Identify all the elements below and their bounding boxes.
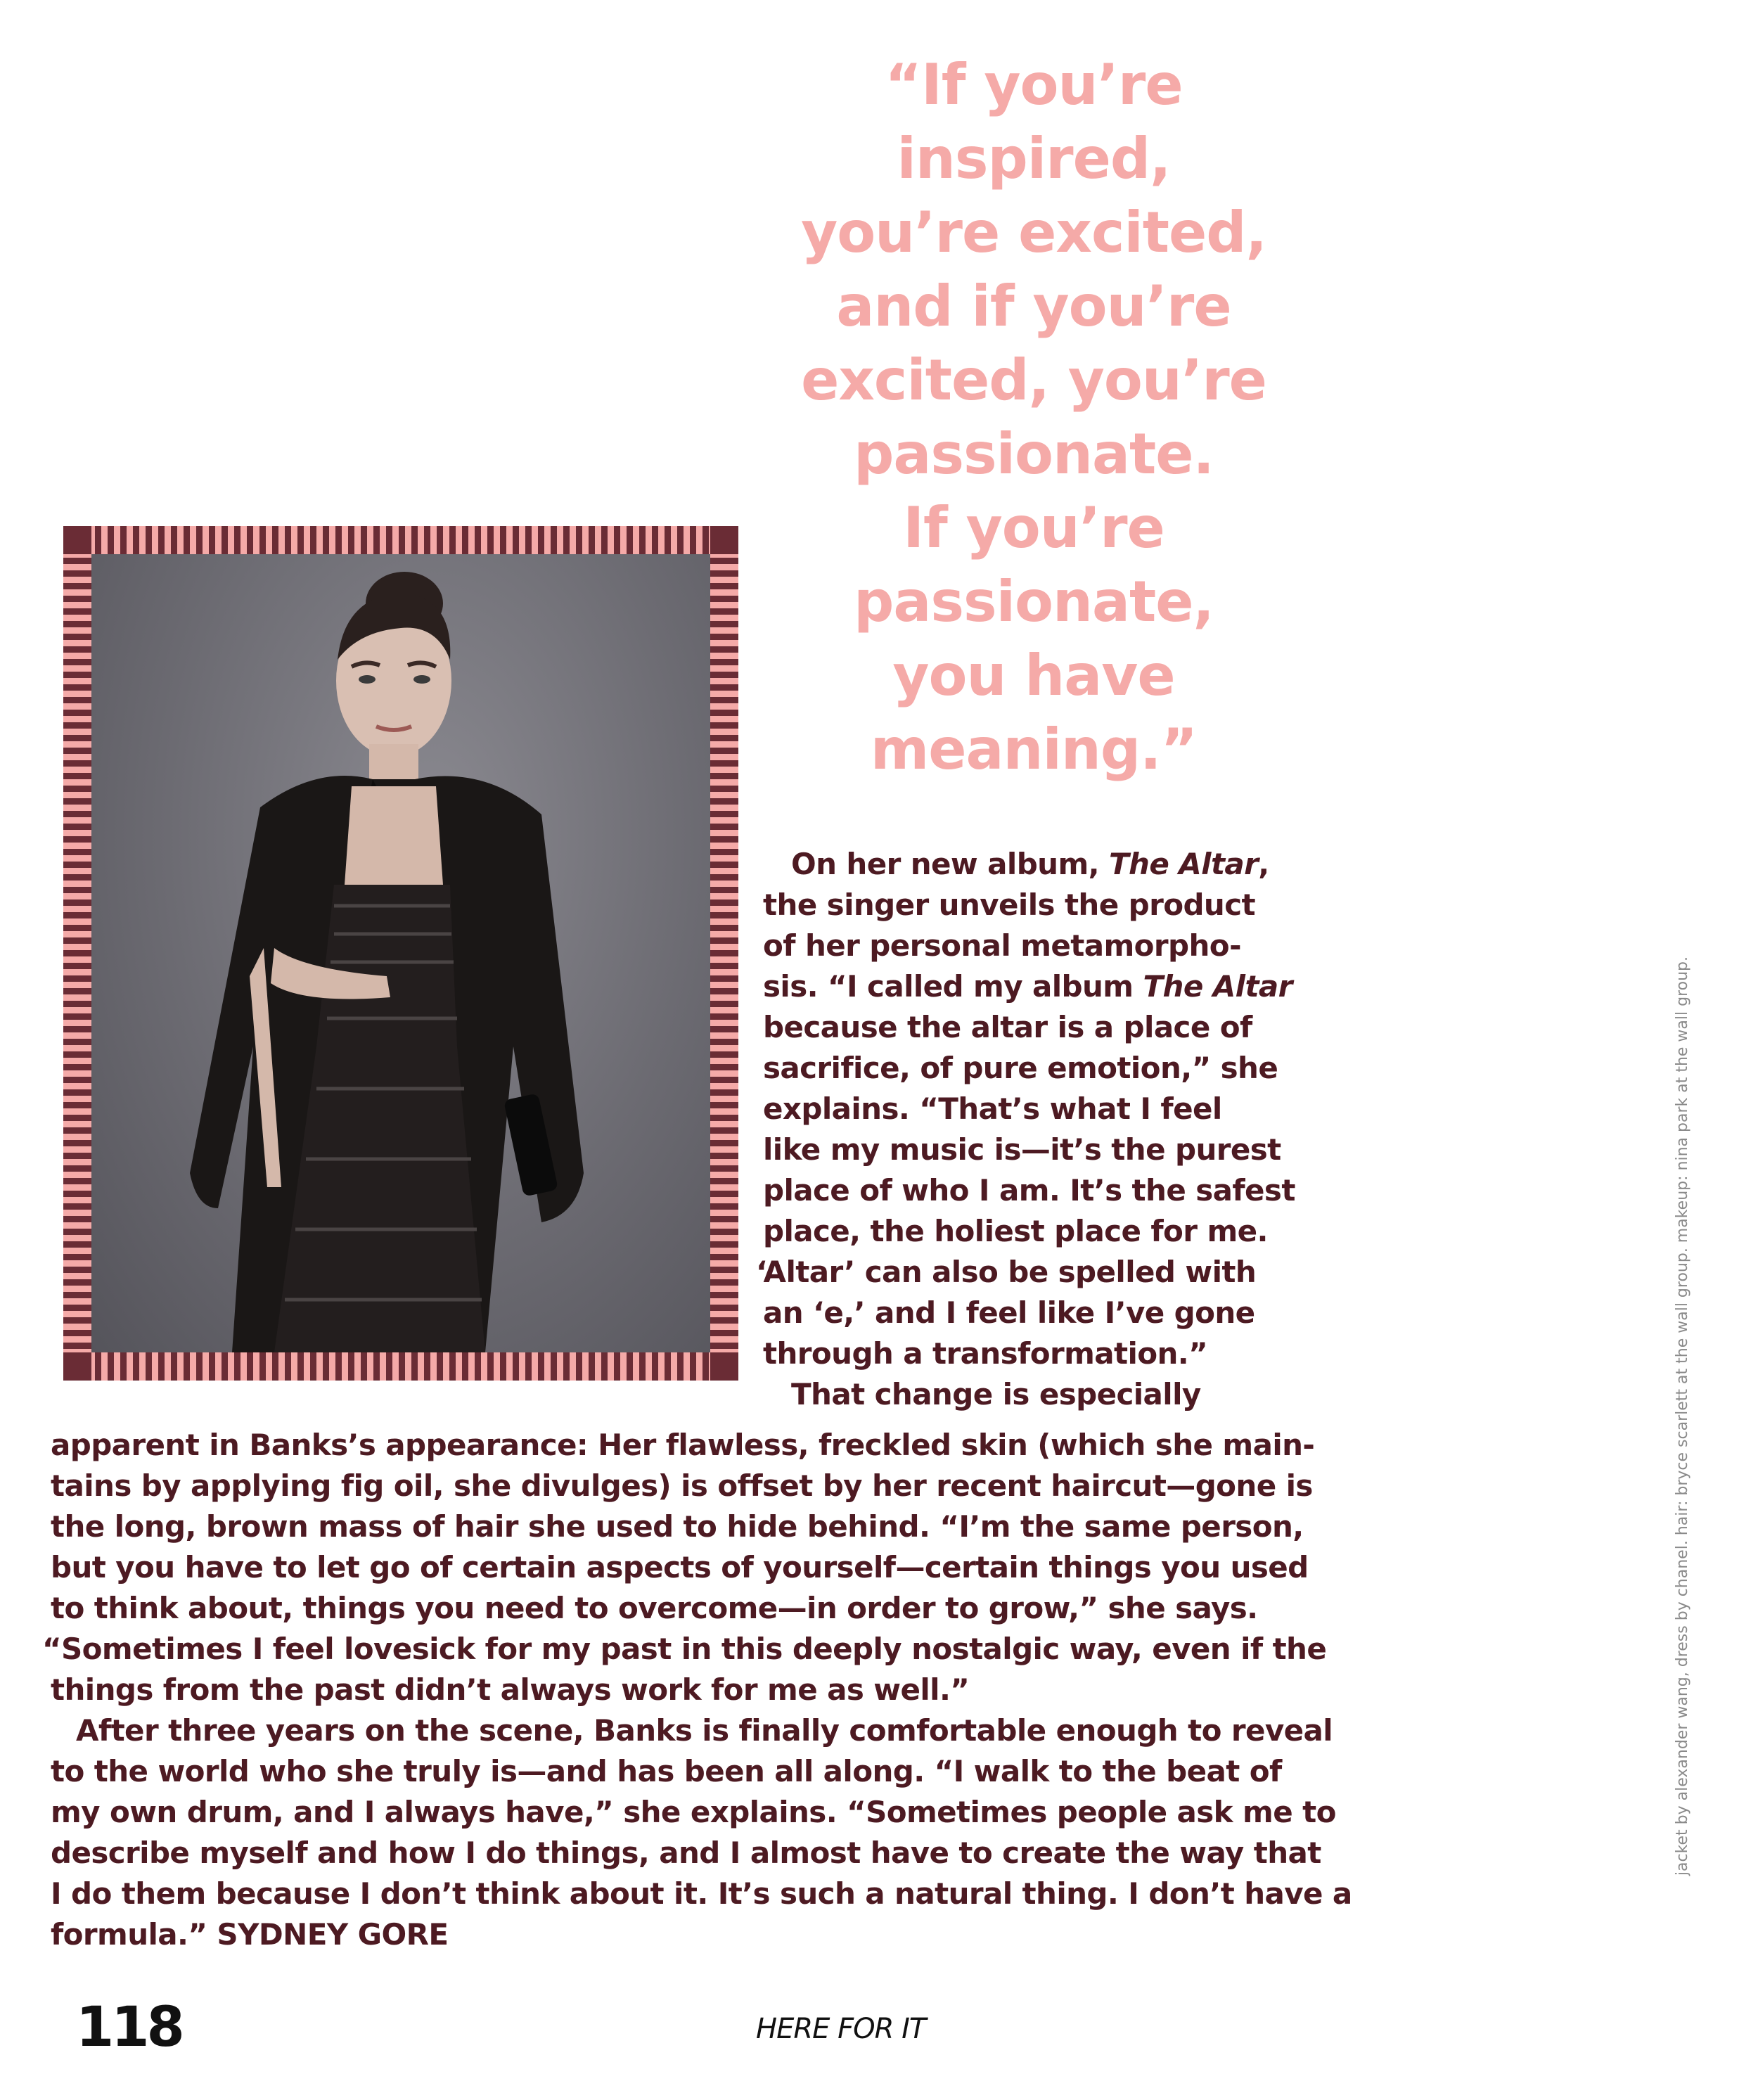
article-line: place of who I am. It’s the safest (763, 1173, 1295, 1208)
article-line: ‘Altar’ can also be spelled with (756, 1255, 1257, 1289)
pull-quote-line: you have (892, 643, 1175, 708)
article-line: I do them because I don’t think about it. It’s such a natural thing. I don’t have a (51, 1876, 1352, 1911)
pull-quote-line: passionate, (854, 569, 1214, 634)
frame-border-right (710, 526, 738, 1381)
article-line: my own drum, and I always have,” she explains. “Sometimes people ask me to (51, 1795, 1336, 1829)
pull-quote-line: meaning.” (870, 717, 1198, 782)
article-line: sis. “I called my album The Altar (763, 969, 1292, 1004)
frame-border-left (63, 526, 91, 1381)
pull-quote (759, 48, 1308, 786)
article-line: “Sometimes I feel lovesick for my past in this deeply nostalgic way, even if the (42, 1632, 1327, 1666)
pull-quote-line: passionate. (854, 421, 1214, 487)
page-number: 118 (76, 1996, 182, 2059)
article-line: because the altar is a place of (763, 1010, 1252, 1044)
article-line: tains by applying fig oil, she divulges) is offset by her recent haircut—gone is (51, 1468, 1313, 1503)
frame-corner (710, 526, 738, 554)
article-line: to think about, things you need to overcome—in order to grow,” she says. (51, 1591, 1258, 1625)
article-line: but you have to let go of certain aspects of yourself—certain things you used (51, 1550, 1309, 1584)
pull-quote-line: and if you’re (836, 274, 1231, 339)
pull-quote-line: If you’re (903, 495, 1164, 561)
article-line: through a transformation.” (763, 1336, 1208, 1371)
photo-credits: jacket by alexander wang, dress by chanel. hair: bryce scarlett at the wall group. makeup: nina park at the wall group. (1674, 956, 1691, 1876)
article-line: After three years on the scene, Banks is finally comfortable enough to reveal (76, 1713, 1333, 1748)
article-line: sacrifice, of pure emotion,” she (763, 1051, 1278, 1085)
frame-corner (63, 526, 91, 554)
frame-corner (710, 1352, 738, 1381)
article-line: apparent in Banks’s appearance: Her flawless, freckled skin (which she main- (51, 1428, 1315, 1462)
portrait-illustration (91, 554, 710, 1352)
portrait-photo (91, 554, 710, 1352)
article-line: formula.” SYDNEY GORE (51, 1917, 449, 1952)
pull-quote-line: you’re excited, (801, 200, 1266, 265)
article-line: place, the holiest place for me. (763, 1214, 1268, 1248)
pull-quote-line: inspired, (897, 126, 1171, 191)
article-line: describe myself and how I do things, and I almost have to create the way that (51, 1836, 1321, 1870)
article-line: like my music is—it’s the purest (763, 1132, 1281, 1167)
article-line: of her personal metamorpho- (763, 928, 1241, 963)
pull-quote-line: excited, you’re (801, 347, 1266, 413)
section-footer: HERE FOR IT (756, 2013, 926, 2045)
article-column-right (756, 844, 1295, 1415)
article-line: the singer unveils the product (763, 888, 1255, 922)
article-column-full (42, 1425, 1352, 1955)
photo-frame (63, 526, 738, 1381)
article-line: the long, brown mass of hair she used to hide behind. “I’m the same person, (51, 1509, 1304, 1544)
article-line: That change is especially (791, 1377, 1201, 1411)
article-line: On her new album, The Altar, (791, 847, 1269, 881)
article-line: an ‘e,’ and I feel like I’ve gone (763, 1295, 1255, 1330)
article-line: explains. “That’s what I feel (763, 1091, 1222, 1126)
article-line: things from the past didn’t always work for me as well.” (51, 1672, 970, 1707)
pull-quote-line: “If you’re (885, 52, 1183, 117)
frame-corner (63, 1352, 91, 1381)
article-line: to the world who she truly is—and has been all along. “I walk to the beat of (51, 1754, 1282, 1788)
